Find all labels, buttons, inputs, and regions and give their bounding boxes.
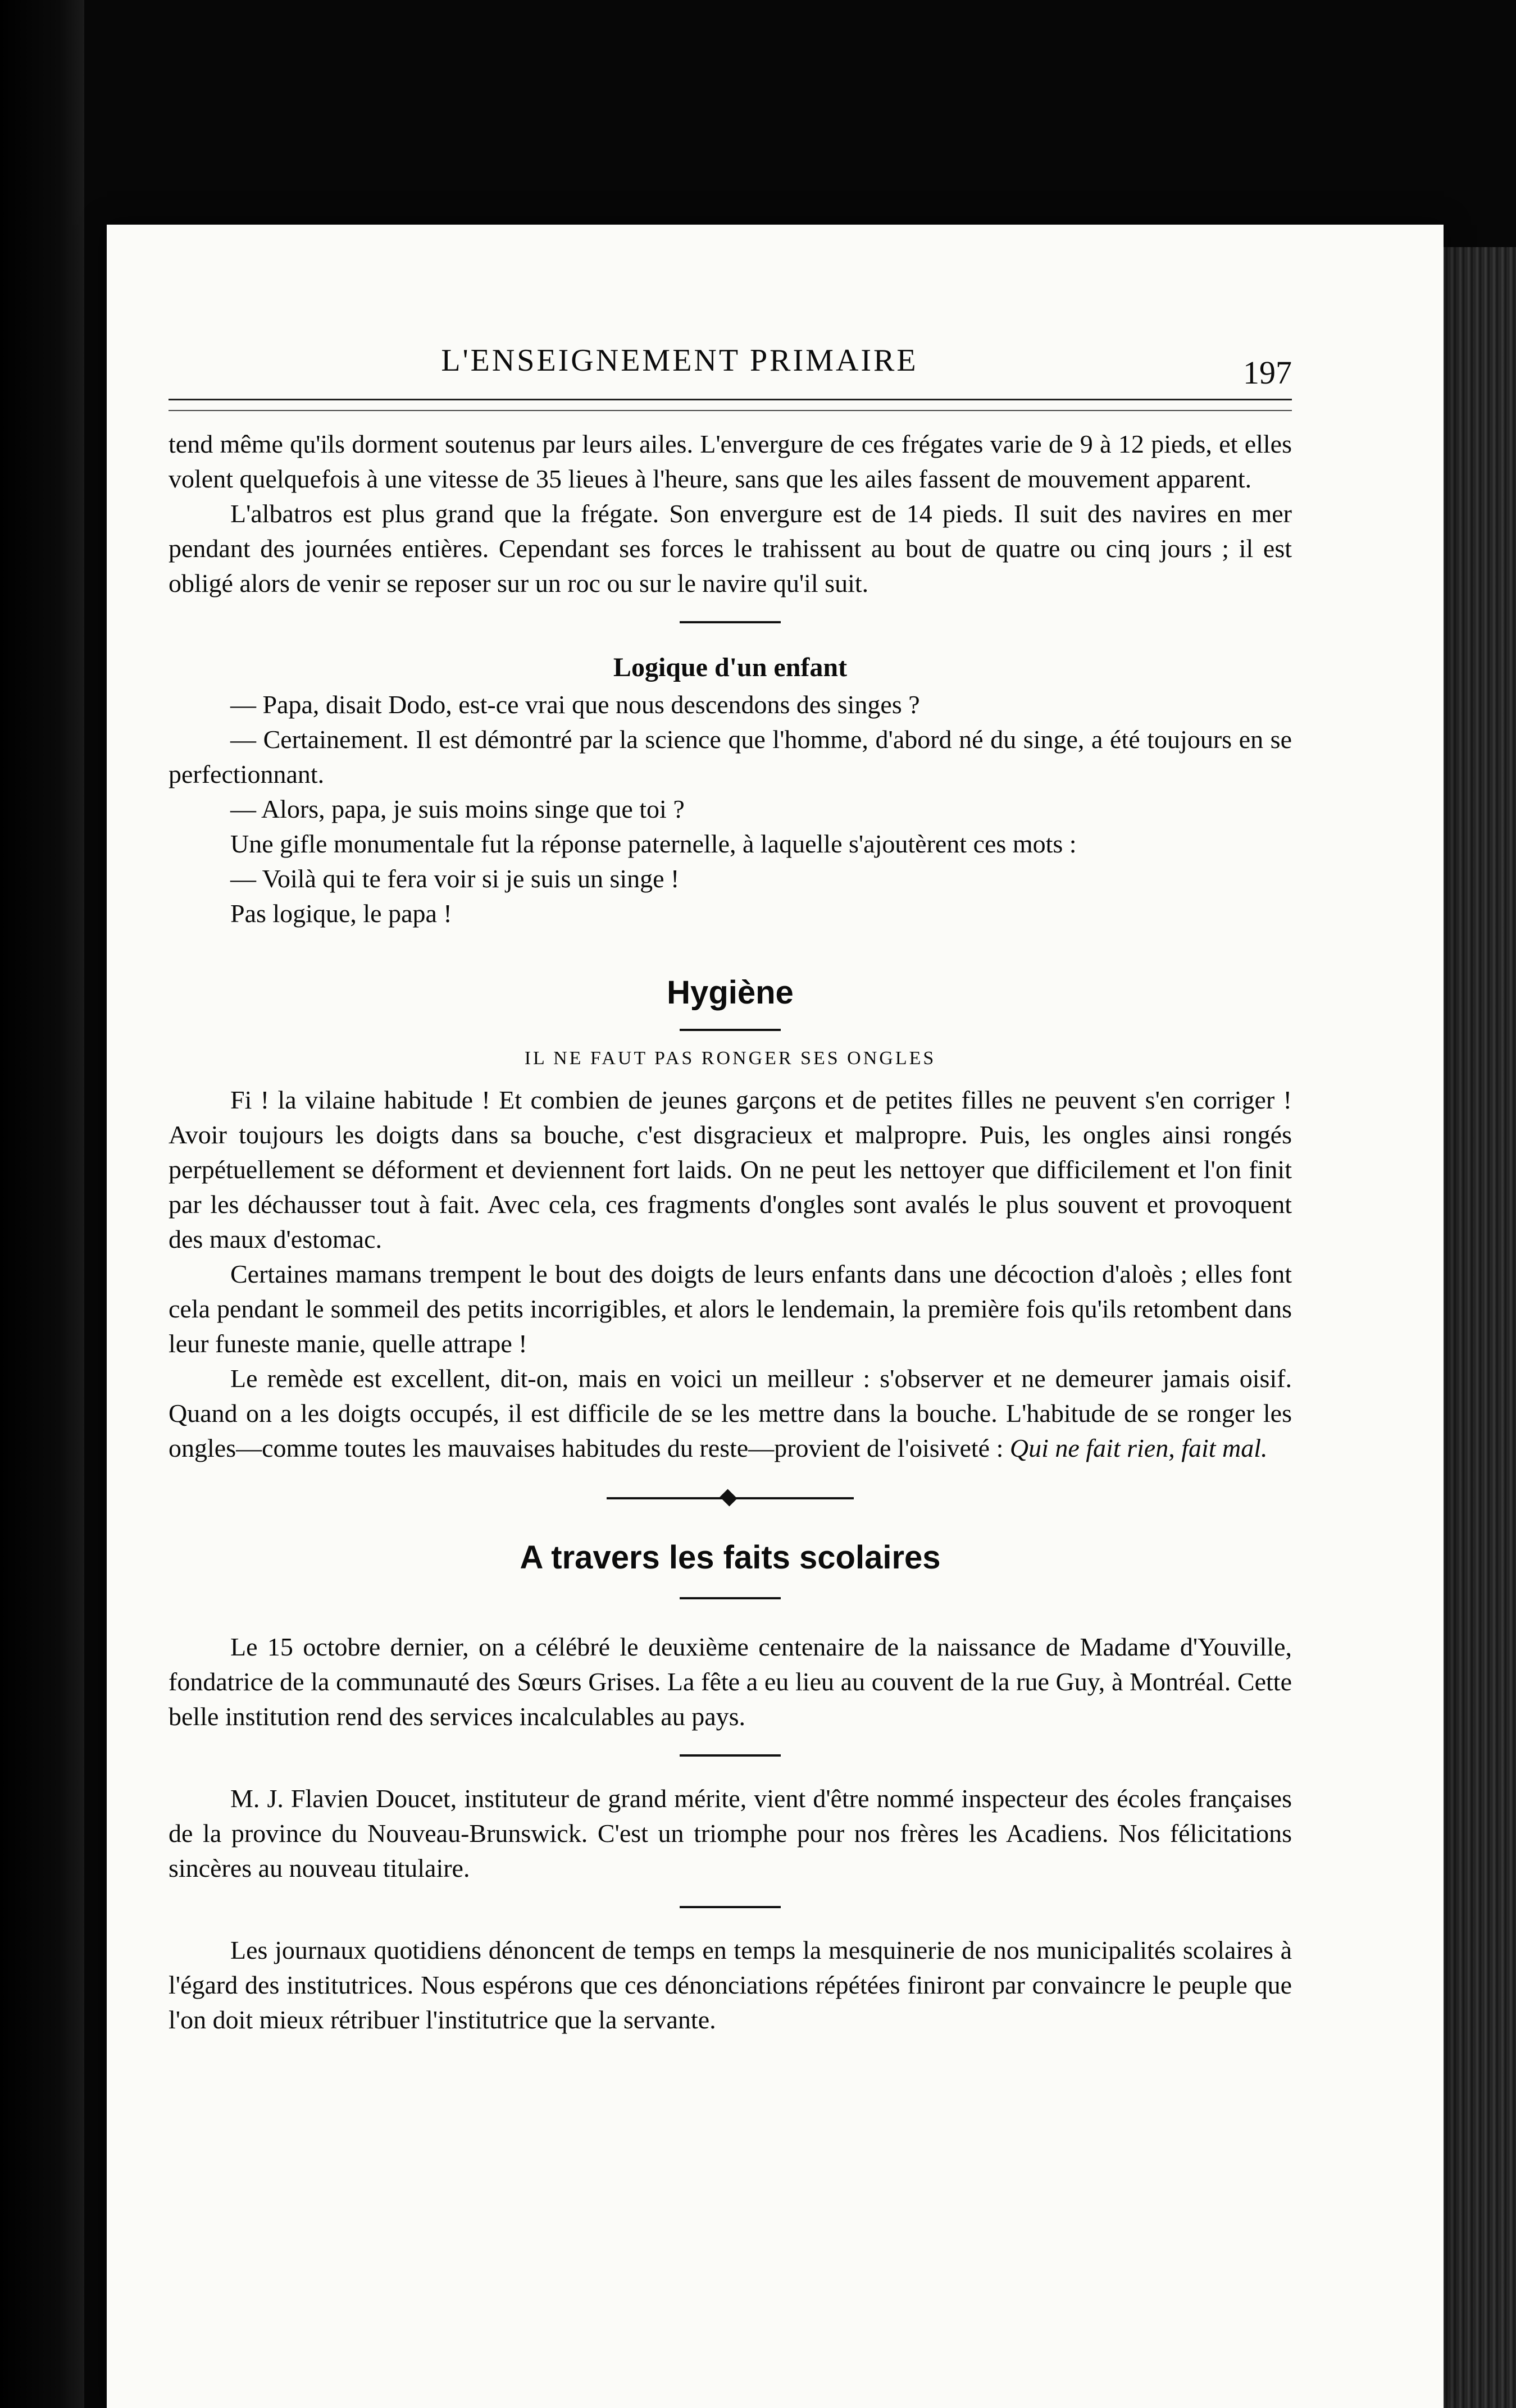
faits-paragraph-2: M. J. Flavien Doucet, instituteur de grand mérite, vient d'être nommé inspecteur des écoles françaises de la province du Nouveau-Brunswick. C'est un triomphe pour nos frères les Acadiens. Nos félicitations sincères au nouveau titulaire.	[169, 1784, 1292, 1882]
dialog-line: — Alors, papa, je suis moins singe que toi ?	[230, 795, 685, 823]
page-number: 197	[1243, 354, 1292, 391]
dialog-line: Une gifle monumentale fut la réponse paternelle, à laquelle s'ajoutèrent ces mots :	[230, 829, 1077, 858]
running-header	[169, 343, 1292, 391]
dialog-line: Pas logique, le papa !	[230, 899, 452, 928]
running-title: L'ENSEIGNEMENT PRIMAIRE	[441, 343, 918, 378]
section-divider	[680, 1754, 781, 1757]
dialog-line: — Certainement. Il est démontré par la science que l'homme, d'abord né du singe, a été toujours en se perfectionnant.	[169, 725, 1292, 788]
hygiene-paragraph-1: Fi ! la vilaine habitude ! Et combien de jeunes garçons et de petites filles ne peuvent s'en corriger ! Avoir toujours les doigts dans sa bouche, c'est disgracieux et malpropre. Puis, les ongles ainsi rongés perpétuellement se déforment et deviennent fort laids. On ne peut les nettoyer que difficilement et l'on finit par les déchausser tout à fait. Avec cela, ces fragments d'ongles sont avalés le plus souvent et provoquent des maux d'estomac.	[169, 1086, 1292, 1253]
section-divider	[680, 1029, 781, 1031]
faits-paragraph-1: Le 15 octobre dernier, on a célébré le deuxième centenaire de la naissance de Madame d'Youville, fondatrice de la communauté des Sœurs Grises. La fête a eu lieu au couvent de la rue Guy, à Montréal. Cette belle institution rend des services incalculables au pays.	[169, 1632, 1292, 1731]
hygiene-title: Hygiène	[667, 974, 794, 1011]
dialog-line: — Papa, disait Dodo, est-ce vrai que nous descendons des singes ?	[230, 690, 920, 719]
section-divider	[680, 621, 781, 623]
section-divider	[680, 1906, 781, 1908]
hygiene-proverb: Qui ne fait rien, fait mal.	[1009, 1434, 1268, 1462]
faits-title: A travers les faits scolaires	[520, 1539, 941, 1576]
intro-paragraph-1: tend même qu'ils dorment soutenus par leurs ailes. L'envergure de ces frégates varie de 9 à 12 pieds, et elles volent quelquefois à une vitesse de 35 lieues à l'heure, sans que les ailes fassent de mouvement apparent.	[169, 430, 1292, 493]
hygiene-paragraph-3-text: Le remède est excellent, dit-on, mais en voici un meilleur : s'observer et ne demeurer jamais oisif. Quand on a les doigts occupés, il est difficile de se les mettre dans la bouche. L'habitude de se ronger les ongles—comme toutes les mauvaises habitudes du reste—provient de l'oisiveté :	[169, 1364, 1292, 1462]
page-content	[169, 427, 1292, 2037]
logique-title: Logique d'un enfant	[613, 653, 848, 682]
header-rule-thin	[169, 410, 1292, 411]
diamond-ornament-icon	[720, 1489, 737, 1506]
hygiene-subtitle: IL NE FAUT PAS RONGER SES ONGLES	[524, 1048, 936, 1069]
header-rule	[169, 399, 1292, 400]
logique-dialog	[169, 687, 1292, 931]
hygiene-paragraph-3	[169, 1361, 1292, 1466]
section-divider	[680, 1597, 781, 1599]
left-margin-shadow	[0, 0, 84, 2408]
intro-paragraph-2: L'albatros est plus grand que la frégate. Son envergure est de 14 pieds. Il suit des navires en mer pendant des journées entières. Cependant ses forces le trahissent au bout de quatre ou cinq jours ; il est obligé alors de venir se reposer sur un roc ou sur le navire qu'il suit.	[169, 499, 1292, 598]
faits-paragraph-3: Les journaux quotidiens dénoncent de temps en temps la mesquinerie de nos municipalités scolaires à l'égard des institutrices. Nous espérons que ces dénonciations répétées finiront par convaincre le peuple que l'on doit mieux rétribuer l'institutrice que la servante.	[169, 1936, 1292, 2034]
ornamental-divider	[607, 1494, 854, 1502]
dialog-line: — Voilà qui te fera voir si je suis un singe !	[230, 864, 680, 893]
page	[107, 225, 1444, 2408]
hygiene-paragraph-2: Certaines mamans trempent le bout des doigts de leurs enfants dans une décoction d'aloès ; elles font cela pendant le sommeil des petits incorrigibles, et alors le lendemain, la première fois qu'ils retombent dans leur funeste manie, quelle attrape !	[169, 1260, 1292, 1358]
